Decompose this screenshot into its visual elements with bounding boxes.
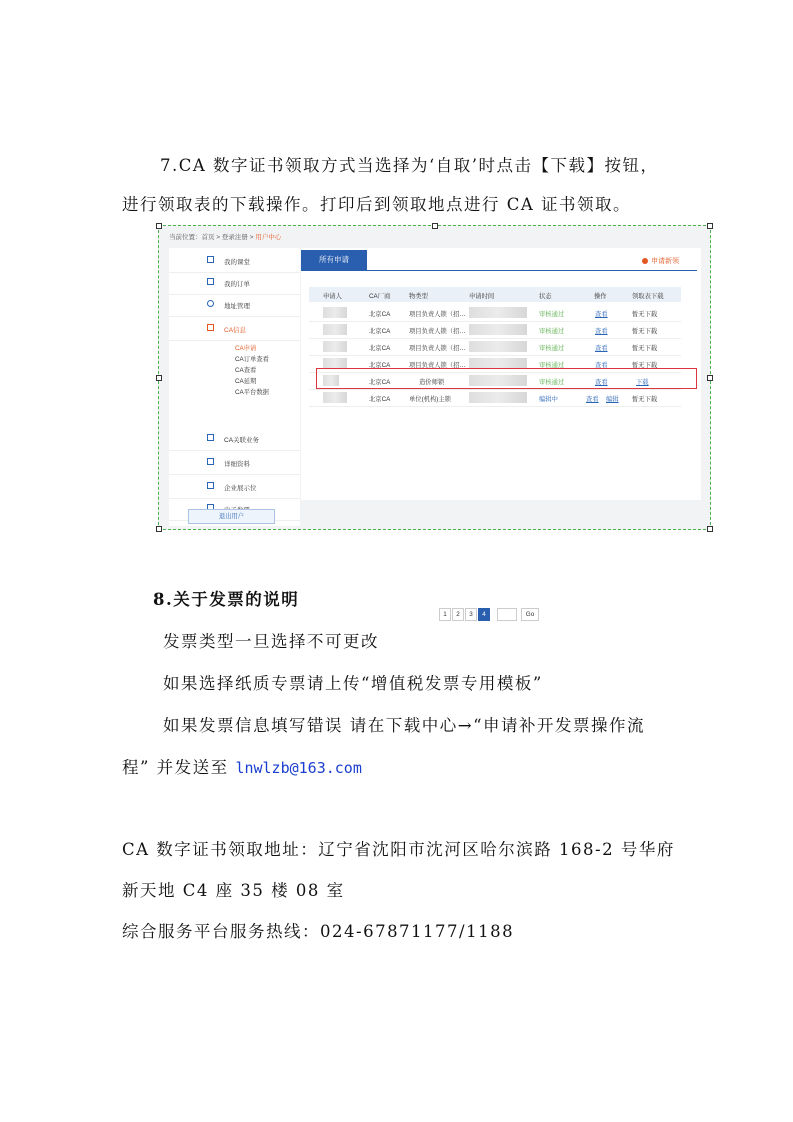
link-icon: [207, 434, 214, 441]
resize-handle-tr[interactable]: [707, 223, 713, 229]
sidebar: [169, 248, 300, 526]
step7-line2: 进行领取表的下载操作。打印后到领取地点进行 CA 证书领取。: [122, 195, 632, 214]
invoice-note-4: [122, 754, 362, 778]
sidebar-item-label: 企业展示位: [224, 485, 257, 492]
tab-all-applications[interactable]: 所有申请: [301, 250, 367, 270]
sidebar-item-label: 我的订单: [224, 281, 250, 288]
row-type: 项目负责人锁（招…: [409, 345, 466, 352]
book-icon: [207, 256, 214, 263]
row-status: 审核通过: [539, 345, 565, 352]
view-link[interactable]: 查看: [586, 396, 599, 403]
logout-button[interactable]: 退出用户: [188, 509, 275, 524]
row-type: 项目负责人锁（招…: [409, 311, 466, 318]
table-row: [309, 389, 681, 407]
step7-line1: 7.CA 数字证书领取方式当选择为‘自取’时点击【下载】按钮，: [160, 156, 659, 175]
sidebar-item-label: 我的课堂: [224, 259, 250, 266]
sidebar-item-label: CA信息: [224, 327, 247, 334]
invoice-note-3: 如果发票信息填写错误 请在下载中心→“申请补开发票操作流: [163, 716, 646, 735]
sidebar-item-label: CA关联业务: [224, 437, 260, 444]
row-status: 审核通过: [539, 379, 565, 386]
sub-item-ca-platform[interactable]: CA平台数据: [235, 389, 269, 396]
resize-handle-tl[interactable]: [156, 223, 162, 229]
row-vendor: 北京CA: [369, 379, 391, 386]
location-icon: [207, 300, 214, 307]
resize-handle-bl[interactable]: [156, 526, 162, 532]
resize-handle-t[interactable]: [432, 223, 438, 229]
table-header: [309, 287, 681, 302]
row-status: 审核通过: [539, 362, 565, 369]
sub-item-ca-apply[interactable]: CA申请: [235, 345, 257, 352]
page-button-2[interactable]: 2: [452, 608, 464, 621]
sidebar-item-ca-info[interactable]: [169, 318, 300, 341]
row-download: 暂无下载: [632, 396, 658, 403]
view-link[interactable]: 查看: [595, 379, 608, 386]
view-link[interactable]: 查看: [595, 311, 608, 318]
view-link[interactable]: 查看: [595, 362, 608, 369]
col-type: 物类型: [409, 293, 428, 300]
address-line2: 新天地 C4 座 35 楼 08 室: [122, 881, 345, 900]
resize-handle-l[interactable]: [156, 375, 162, 381]
row-download: 暂无下载: [632, 311, 658, 318]
order-icon: [207, 278, 214, 285]
address-line1: CA 数字证书领取地址：辽宁省沈阳市沈河区哈尔滨路 168-2 号华府: [122, 840, 675, 859]
row-vendor: 北京CA: [369, 311, 391, 318]
row-vendor: 北京CA: [369, 328, 391, 335]
blurred-time: [469, 392, 527, 403]
highlight-box: [316, 368, 697, 389]
table-row: [309, 321, 681, 339]
sidebar-item-label: 详细资料: [224, 461, 250, 468]
edit-link[interactable]: 编辑: [606, 396, 619, 403]
sidebar-item-label: 地址管理: [224, 303, 250, 310]
invoice-note-2: 如果选择纸质专票请上传“增值税发票专用模板”: [163, 674, 543, 693]
ca-icon: [207, 324, 214, 331]
sidebar-item-showcase[interactable]: [169, 476, 300, 499]
blurred-applicant: [323, 307, 347, 318]
col-applicant: 申请人: [323, 293, 342, 300]
email-link[interactable]: lnwlzb@163.com: [235, 759, 362, 777]
row-type: 项目负责人锁（招…: [409, 328, 466, 335]
sub-item-ca-extend[interactable]: CA延期: [235, 378, 257, 385]
resize-handle-br[interactable]: [707, 526, 713, 532]
resize-handle-r[interactable]: [707, 375, 713, 381]
sidebar-item-ca-business[interactable]: [169, 428, 300, 451]
blurred-applicant: [323, 324, 347, 335]
step8-heading: 8.关于发票的说明: [153, 590, 300, 609]
blurred-applicant: [323, 392, 347, 403]
tab-underline: [301, 270, 697, 271]
row-download: 暂无下载: [632, 362, 658, 369]
hotline: 综合服务平台服务热线：024-67871177/1188: [122, 922, 515, 941]
sidebar-item-address[interactable]: [169, 294, 300, 317]
view-link[interactable]: 查看: [595, 328, 608, 335]
row-download: 暂无下载: [632, 328, 658, 335]
blurred-applicant: [323, 341, 347, 352]
new-apply-label: 申请新领: [651, 258, 679, 265]
page-button-1[interactable]: 1: [439, 608, 451, 621]
table-row: [309, 338, 681, 356]
row-type: 造价师锁: [419, 379, 445, 386]
page-button-4[interactable]: 4: [478, 608, 490, 621]
row-vendor: 北京CA: [369, 345, 391, 352]
view-link[interactable]: 查看: [595, 345, 608, 352]
plus-circle-icon: [642, 258, 648, 264]
showcase-icon: [207, 482, 214, 489]
row-type: 单位(机构)主锁: [409, 396, 451, 403]
page-button-3[interactable]: 3: [465, 608, 477, 621]
new-apply-button[interactable]: [642, 256, 679, 266]
breadcrumb: [169, 232, 281, 241]
row-status: 编辑中: [539, 396, 558, 403]
invoice-note-1: 发票类型一旦选择不可更改: [163, 632, 379, 651]
sidebar-item-profile[interactable]: [169, 452, 300, 475]
col-operation: 操作: [594, 293, 607, 300]
blurred-time: [469, 324, 527, 335]
row-vendor: 北京CA: [369, 396, 391, 403]
download-link[interactable]: 下载: [636, 379, 649, 386]
sidebar-item-classroom[interactable]: [169, 250, 300, 273]
sidebar-item-orders[interactable]: [169, 272, 300, 295]
row-status: 审核通过: [539, 328, 565, 335]
blurred-time: [469, 341, 527, 352]
page-jump-input[interactable]: [497, 608, 517, 621]
col-download: 领取表下载: [632, 293, 664, 300]
breadcrumb-path[interactable]: 当前位置：首页 > 登录注册 >: [169, 234, 256, 241]
row-download: 暂无下载: [632, 345, 658, 352]
profile-icon: [207, 458, 214, 465]
col-vendor: CA厂商: [369, 293, 391, 300]
row-vendor: 北京CA: [369, 362, 391, 369]
breadcrumb-current: 用户中心: [255, 234, 282, 241]
col-status: 状态: [539, 293, 552, 300]
sub-item-ca-orders[interactable]: CA订单查看: [235, 356, 269, 363]
table-row: [309, 304, 681, 322]
go-button[interactable]: Go: [521, 608, 539, 621]
invoice-note-4-text: 程” 并发送至: [122, 758, 236, 777]
blurred-time: [469, 307, 527, 318]
row-status: 审核通过: [539, 311, 565, 318]
row-type: 项目负责人锁（招…: [409, 362, 466, 369]
col-time: 申请时间: [469, 293, 495, 300]
sub-item-ca-view[interactable]: CA查看: [235, 367, 257, 374]
